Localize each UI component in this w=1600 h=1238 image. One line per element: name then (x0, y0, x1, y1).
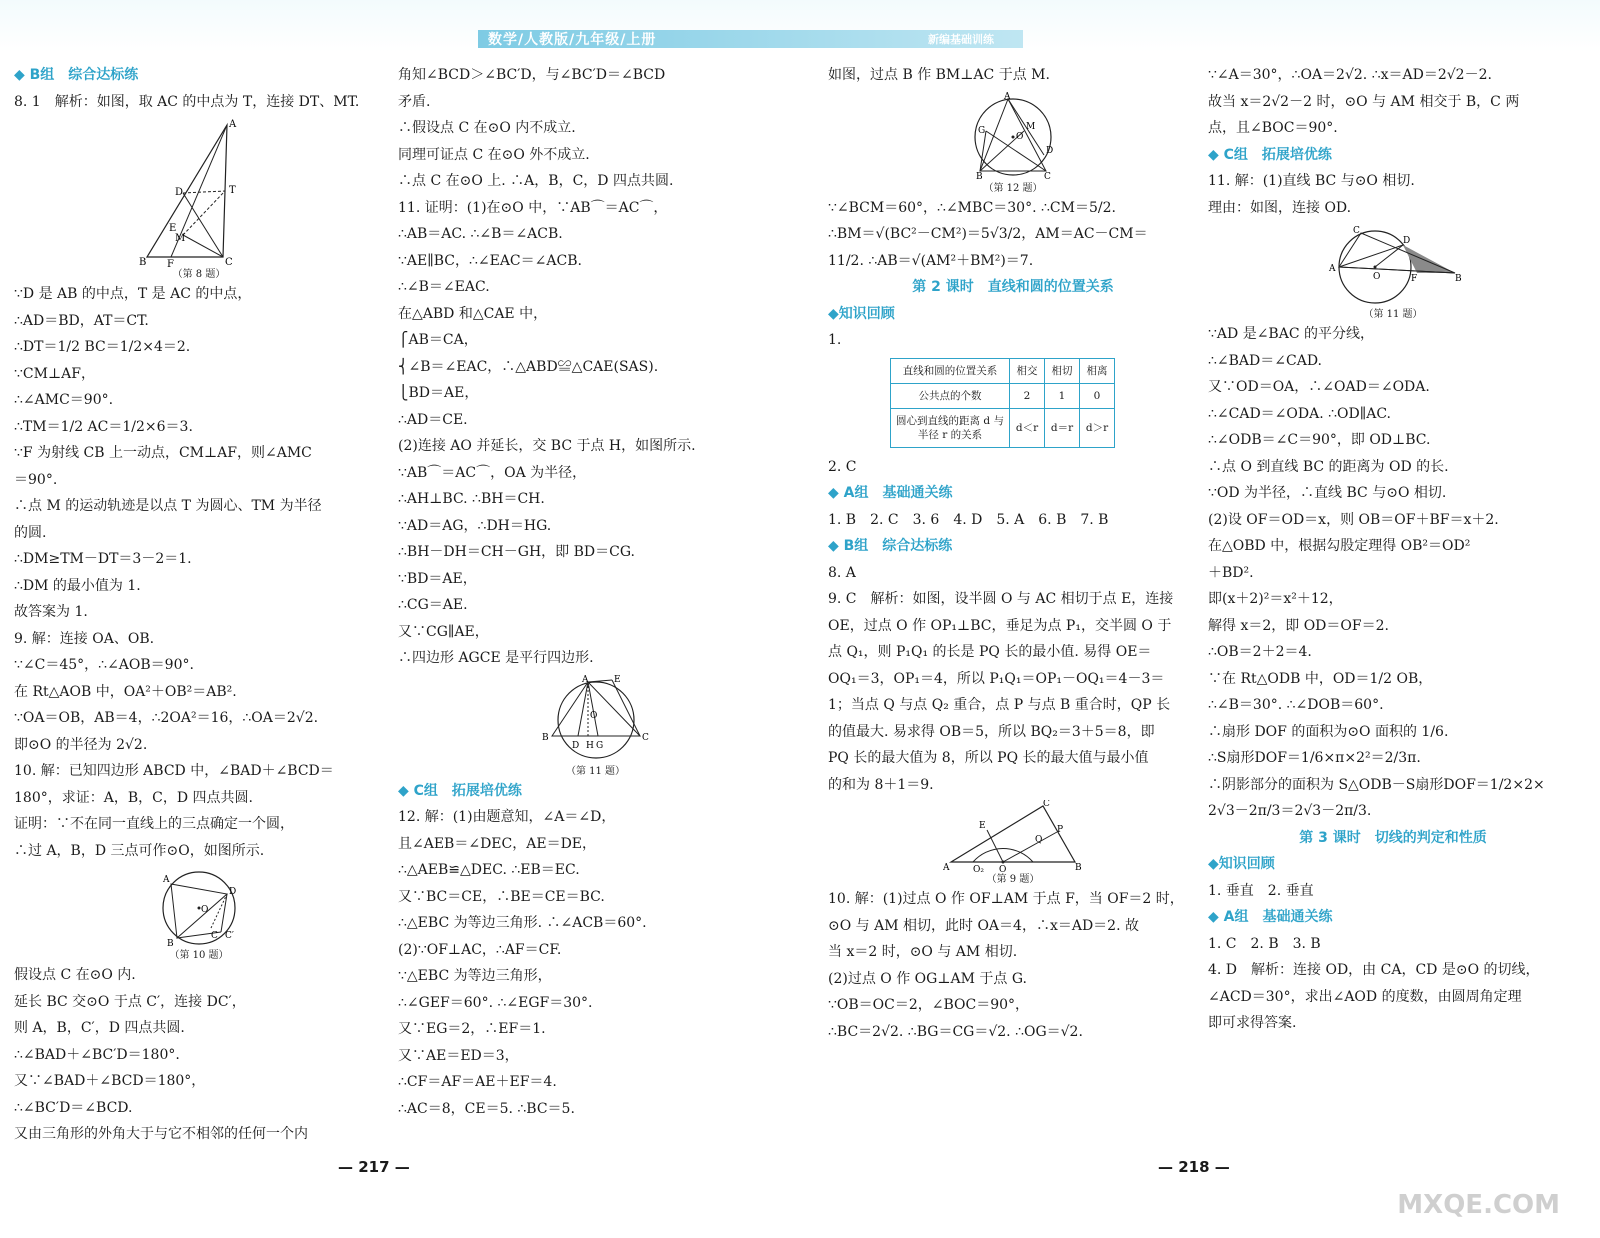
text-line: 则 A，B，C′，D 四点共圆. (14, 1020, 185, 1036)
text-line: ∴DT＝1/2 BC＝1/2×4＝2. (14, 339, 191, 355)
text-line: ∴∠ODB＝∠C＝90°，即 OD⊥BC. (1208, 432, 1431, 448)
figure-f11-mark: B (541, 732, 549, 743)
text-line: ∵∠A＝30°，∴OA＝2√2. ∴x＝AD＝2√2－2. (1208, 67, 1492, 83)
text-line: 1. C 2. B 3. B (1208, 935, 1321, 952)
figure-f12-mark (980, 99, 1046, 171)
text-line: ∴∠BC′D＝∠BCD. (14, 1099, 133, 1116)
figure-f11-mark: E (613, 674, 621, 685)
text-line: 10. 解：(1)过点 O 作 OF⊥AM 于点 F，当 OF＝2 时， (828, 891, 1184, 907)
figure-f11-mark: A (581, 674, 588, 685)
figure-f11b-mark: O (1373, 272, 1381, 282)
lesson-title: 第 3 课时 切线的判定和性质 (1299, 829, 1487, 846)
text-line: ∴∠AMC＝90°. (14, 392, 114, 408)
text-line: 又∵CG∥AE， (398, 623, 489, 640)
text-line: ∴AH⊥BC. ∴BH＝CH. (398, 491, 545, 507)
section-heading: ◆ C组 拓展培优练 (1208, 146, 1332, 163)
figure-f12-mark: A (1004, 91, 1011, 102)
table-cell: d＝r (1045, 408, 1080, 447)
figure-f8-mark: T (229, 185, 236, 196)
text-line: 又∵OD＝OA，∴∠OAD＝∠ODA. (1208, 379, 1430, 395)
text-line: ∵∠BCM＝60°，∴∠MBC＝30°. ∴CM＝5/2. (828, 199, 1116, 216)
figure-f11b (1323, 223, 1463, 307)
text-line: 角知∠BCD＞∠BC′D，与∠BC′D＝∠BCD (398, 67, 666, 83)
figure-f11-mark (588, 682, 598, 736)
figure-f8-mark (183, 191, 225, 193)
figure-f11b-mark: A (1329, 264, 1336, 274)
text-line: ∴CF＝AF＝AE＋EF＝4. (398, 1074, 557, 1090)
text-line: ∴AC＝8，CE＝5. ∴BC＝5. (398, 1100, 575, 1117)
figure-f11b-mark: F (1411, 274, 1418, 284)
text-line: 9. 解：连接 OA、OB. (14, 630, 155, 647)
text-line: ∴AB＝AC. ∴∠B＝∠ACB. (398, 226, 563, 242)
text-line: ∵在 Rt△ODB 中，OD＝1/2 OB， (1208, 670, 1433, 687)
text-line: 即⊙O 的半径为 2√2. (14, 736, 148, 753)
text-line: ∴点 C 在⊙O 上. ∴A，B，C，D 四点共圆. (398, 173, 674, 189)
text-line: 8. 1 解析：如图，取 AC 的中点为 T，连接 DT、MT. (14, 93, 360, 110)
figure-f11b-mark: B (1455, 274, 1462, 284)
text-line: 1. B 2. C 3. 6 4. D 5. A 6. B 7. B (828, 511, 1109, 528)
text-line: 假设点 C 在⊙O 内. (14, 967, 136, 983)
figure-f10-mark: A (163, 875, 170, 885)
figure-caption: （第 9 题） (986, 874, 1040, 885)
table-cell: 2 (1010, 383, 1045, 408)
figure-f10-mark: O (201, 905, 209, 915)
column-2 (398, 62, 793, 1122)
text-line: (2)∵OF⊥AC，∴AF＝CF. (398, 941, 562, 958)
text-line: ∴∠CAD＝∠ODA. ∴OD∥AC. (1208, 405, 1391, 422)
text-line: ∴扇形 DOF 的面积为⊙O 面积的 1/6. (1208, 723, 1449, 740)
text-line: ∵OD 为半径，∴直线 BC 与⊙O 相切. (1208, 485, 1447, 501)
figure-f8-mark: M (175, 233, 186, 244)
text-line: 即可求得答案. (1208, 1015, 1297, 1031)
figure-f8-mark: F (167, 259, 174, 267)
figure-f12-mark: G (978, 125, 986, 136)
text-line: ∵OB＝OC＝2，∠BOC＝90°， (828, 997, 1030, 1013)
text-line: OQ₁＝3，OP₁＝4，所以 P₁Q₁＝OP₁－OQ₁＝4－3＝ (828, 670, 1165, 687)
table-row (891, 383, 1115, 408)
figure-f9-mark: E (979, 821, 986, 831)
text-line: 10. 解：已知四边形 ABCD 中，∠BAD＋∠BCD＝ (14, 763, 334, 779)
text-line: ∴点 M 的运动轨迹是以点 T 为圆心、TM 为半径 (14, 498, 322, 514)
text-line: ∴AD＝CE. (398, 411, 468, 428)
text-line: 点 Q₁，则 P₁Q₁ 的长是 PQ 长的最小值. 易得 OE＝ (828, 644, 1152, 660)
text-line: ＝90°. (14, 471, 58, 488)
section-heading: ◆ B组 综合达标练 (828, 538, 953, 554)
figure-f11b-mark (1374, 266, 1377, 269)
figure-f12-mark: O (1016, 131, 1024, 142)
figure-f9-mark: Q₂ (973, 865, 984, 872)
text-line: 1. 垂直 2. 垂直 (1208, 882, 1314, 899)
text-line: 11. 证明：(1)在⊙O 中，∵AB⌒＝AC⌒， (398, 199, 668, 216)
section-heading: ◆ A组 基础通关练 (828, 485, 953, 501)
text-line: ∴∠GEF＝60°. ∴∠EGF＝30°. (398, 994, 593, 1011)
text-line: 在△OBD 中，根据勾股定理得 OB²＝OD² (1208, 538, 1471, 554)
text-line: OE，过点 O 作 OP₁⊥BC，垂足为点 P₁，交半圆 O 于 (828, 617, 1172, 634)
text-line: ∵F 为射线 CB 上一动点，CM⊥AF，则∠AMC (14, 445, 312, 461)
text-line: ∴CG＝AE. (398, 597, 468, 613)
figure-f12-mark: B (976, 171, 983, 181)
figure-f10 (149, 866, 249, 948)
text-line: 4. D 解析：连接 OD，由 CA，CD 是⊙O 的切线， (1208, 962, 1540, 978)
figure-f9-mark: P (1057, 825, 1064, 835)
figure-f12-mark (980, 131, 986, 171)
text-line: ∴∠BAD＝∠CAD. (1208, 352, 1322, 369)
figure-f10-mark: C (211, 931, 218, 941)
figure-f8-mark: B (139, 257, 147, 267)
figure-f11-mark: D (571, 740, 579, 751)
text-line: ∴BH－DH＝CH－GH，即 BD＝CG. (398, 544, 635, 560)
text-line: 的圆. (14, 524, 47, 541)
text-line: 12. 解：(1)由题意知，∠A＝∠D， (398, 809, 616, 825)
text-line: 证明：∵不在同一直线上的三点确定一个圆， (14, 816, 294, 832)
text-line: ∵AD 是∠BAC 的平分线， (1208, 326, 1374, 342)
table-cell: d＞r (1080, 408, 1115, 447)
text-line: 180°，求证：A，B，C，D 四点共圆. (14, 789, 253, 806)
figure-f11b-mark (1375, 245, 1403, 267)
text-line: ∴∠B＝30°. ∴∠DOB＝60°. (1208, 697, 1384, 713)
text-line: ∵CM⊥AF， (14, 365, 95, 382)
text-line: 8. A (828, 564, 856, 581)
watermark: MXQE.COM (1397, 1190, 1560, 1220)
text-line: 9. C 解析：如图，设半圆 O 与 AC 相切于点 E，连接 (828, 591, 1174, 607)
text-line: 的值最大. 易求得 OB＝5，所以 BQ₂＝3＋5＝8，即 (828, 723, 1155, 740)
figure-f11-mark: O (589, 710, 597, 721)
figure-f8-mark (183, 235, 223, 257)
table-cell: 0 (1080, 383, 1115, 408)
text-line: (2)连接 AO 并延长，交 BC 于点 H，如图所示. (398, 438, 696, 454)
figure-f11b-mark: C (1353, 226, 1360, 236)
text-line: 当 x＝2 时，⊙O 与 AM 相切. (828, 944, 1018, 960)
text-line: 在 Rt△AOB 中，OA²＋OB²＝AB². (14, 683, 237, 700)
text-line: (2)设 OF＝OD＝x，则 OB＝OF＋BF＝x＋2. (1208, 511, 1499, 528)
text-line: 的和为 8＋1＝9. (828, 776, 934, 793)
text-line: ∵AB⌒＝AC⌒，OA 为半径， (398, 464, 587, 481)
figure-f10-mark: D (229, 887, 237, 897)
page-header (0, 0, 1600, 52)
text-line: 又∵BC＝CE，∴BE＝CE＝BC. (398, 888, 605, 905)
text-line: ∠ACD＝30°，求出∠AOD 的度数，由圆周角定理 (1208, 988, 1522, 1005)
figure-f9-mark (1002, 861, 1005, 864)
figure-f9-mark: C (1043, 800, 1050, 809)
text-line: 解得 x＝2，即 OD＝OF＝2. (1208, 617, 1389, 634)
text-line: 2. C (828, 458, 857, 475)
text-line: ⎩BD＝AE， (398, 385, 479, 401)
figure-f12-mark: D (1046, 145, 1054, 156)
text-line: 2√3－2π/3＝2√3－2π/3. (1208, 803, 1372, 819)
text-line: ∴点 O 到直线 BC 的距离为 OD 的长. (1208, 458, 1449, 475)
figure-f12-mark: C (1044, 171, 1051, 181)
text-line: ∵OA＝OB，AB＝4，∴2OA²＝16，∴OA＝2√2. (14, 710, 319, 726)
text-line: ∴OB＝2＋2＝4. (1208, 644, 1312, 660)
text-line: 11/2. ∴AB＝√(AM²＋BM²)＝7. (828, 252, 1034, 269)
column-4 (1208, 62, 1578, 1037)
text-line: 理由：如图，连接 OD. (1208, 199, 1352, 216)
table-cell: 1 (1045, 383, 1080, 408)
figure-f9 (943, 800, 1083, 872)
text-line: 11. 解：(1)直线 BC 与⊙O 相切. (1208, 173, 1415, 189)
text-line: ∴DM≥TM－DT＝3－2＝1. (14, 551, 192, 567)
text-line: 故答案为 1. (14, 604, 88, 620)
column-1 (14, 62, 384, 1148)
figure-f12-mark (1012, 135, 1015, 138)
text-line: ∴AD＝BD，AT＝CT. (14, 312, 149, 329)
text-line: PQ 长的最大值为 8，所以 PQ 长的最大值与最小值 (828, 750, 1149, 766)
text-line: ∵BD＝AE， (398, 570, 477, 587)
figure-f10-mark: B (167, 939, 174, 948)
column-3 (828, 62, 1198, 1045)
figure-f12-mark: M (1026, 121, 1036, 132)
figure-f8-mark: D (175, 187, 184, 198)
section-heading: ◆ B组 综合达标练 (14, 67, 139, 83)
table-row (891, 358, 1115, 383)
text-line: ∵AE∥BC，∴∠EAC＝∠ACB. (398, 252, 582, 269)
figure-f11-mark: H (585, 740, 594, 751)
figure-caption: （第 8 题） (172, 269, 226, 280)
text-line: ∴S扇形DOF＝1/6×π×2²＝2/3π. (1208, 750, 1421, 766)
text-line: ∴△EBC 为等边三角形. ∴∠ACB＝60°. (398, 915, 647, 931)
text-line: ∴BM＝√(BC²－CM²)＝5√3/2，AM＝AC－CM＝ (828, 226, 1148, 242)
text-line: 点，且∠BOC＝90°. (1208, 120, 1338, 136)
figure-f8-mark: E (169, 223, 177, 234)
text-line: 又∵EG＝2，∴EF＝1. (398, 1021, 546, 1037)
page-number-right: — 218 — (1158, 1158, 1230, 1176)
figure-f9-mark: A (943, 863, 950, 872)
text-line: ⊙O 与 AM 相切，此时 OA＝4，∴x＝AD＝2. 故 (828, 917, 1139, 934)
figure-f8-mark (183, 193, 223, 257)
text-line: ＋BD². (1208, 564, 1254, 581)
text-line: ∵∠C＝45°，∴∠AOB＝90°. (14, 657, 194, 673)
figure-f12 (958, 91, 1068, 181)
text-line: ∴∠BAD＋∠BC′D＝180°. (14, 1046, 180, 1063)
text-line: ∴∠B＝∠EAC. (398, 279, 490, 295)
text-line: 如图，过点 B 作 BM⊥AC 于点 M. (828, 67, 1050, 83)
figure-f11-mark: G (595, 740, 603, 751)
text-line: 又∵∠BAD＋∠BCD＝180°， (14, 1073, 206, 1089)
figure-f8 (139, 117, 259, 267)
text-line: 又由三角形的外角大于与它不相邻的任何一个内 (14, 1126, 308, 1142)
figure-f9-mark (1003, 832, 1057, 862)
text-line: 1. (828, 332, 842, 348)
position-relation-table (890, 358, 1115, 448)
text-line: 故当 x＝2√2－2 时，⊙O 与 AM 相交于 B，C 两 (1208, 93, 1520, 110)
figure-f11-mark (612, 680, 640, 736)
text-line: ∵D 是 AB 的中点，T 是 AC 的中点， (14, 286, 252, 302)
figure-caption: （第 11 题） (1363, 309, 1423, 320)
figure-f9-mark: Q (1035, 835, 1043, 845)
text-line: 且∠AEB＝∠DEC，AE＝DE， (398, 835, 597, 852)
header-subtitle: 新编基础训练 (928, 33, 994, 46)
text-line: ∵△EBC 为等边三角形， (398, 968, 552, 984)
table-cell: 相交 (1010, 358, 1045, 383)
table-cell: 直线和圆的位置关系 (891, 358, 1010, 383)
figure-caption: （第 12 题） (983, 182, 1043, 194)
figure-f8-mark: C (225, 257, 233, 267)
text-line: ⎧AB＝CA， (398, 332, 478, 348)
table-cell: d＜r (1010, 408, 1045, 447)
text-line: ∴假设点 C 在⊙O 内不成立. (398, 120, 576, 136)
table-cell: 相切 (1045, 358, 1080, 383)
table-cell: 相离 (1080, 358, 1115, 383)
text-line: 又∵AE＝ED＝3， (398, 1047, 519, 1064)
text-line: ∵AD＝AG，∴DH＝HG. (398, 517, 552, 534)
text-line: 同理可证点 C 在⊙O 外不成立. (398, 146, 590, 163)
text-line: (2)过点 O 作 OG⊥AM 于点 G. (828, 970, 1027, 987)
table-cell: 圆心到直线的距离 d 与半径 r 的关系 (891, 408, 1010, 447)
text-line: ∴TM＝1/2 AC＝1/2×6＝3. (14, 418, 193, 435)
header-title: 数学/人教版/九年级/上册 (488, 32, 657, 48)
figure-f11b-mark: D (1403, 236, 1411, 246)
table-row (891, 408, 1115, 447)
text-line: ∴△AEB≌△DEC. ∴EB＝EC. (398, 862, 580, 878)
figure-f9-mark: B (1075, 863, 1082, 872)
figure-f10-mark: C′ (225, 931, 234, 941)
text-line: 1；当点 Q 与点 Q₂ 重合，点 P 与点 B 重合时，QP 长 (828, 697, 1171, 713)
section-heading: ◆ C组 拓展培优练 (398, 782, 522, 799)
figure-f10-mark (221, 894, 227, 932)
text-line: ⎨∠B＝∠EAC，∴△ABD≌△CAE(SAS). (398, 358, 659, 375)
text-line: ∴阴影部分的面积为 S△ODB－S扇形DOF＝1/2×2× (1208, 776, 1545, 793)
figure-f11b-mark (1339, 245, 1403, 267)
figure-f9-mark: O (999, 865, 1007, 872)
section-heading: ◆ A组 基础通关练 (1208, 909, 1333, 925)
table-cell: 公共点的个数 (891, 383, 1010, 408)
figure-f11-mark: C (641, 732, 649, 743)
figure-f10-mark (171, 884, 227, 938)
figure-f8-mark: A (229, 119, 237, 130)
text-line: ∴DM 的最小值为 1. (14, 577, 141, 594)
page-number-left: — 217 — (338, 1158, 410, 1176)
text-line: 矛盾. (398, 93, 431, 110)
section-heading: ◆知识回顾 (1208, 856, 1275, 872)
lesson-title: 第 2 课时 直线和圆的位置关系 (912, 279, 1114, 295)
text-line: ∴四边形 AGCE 是平行四边形. (398, 650, 594, 666)
figure-f11 (536, 674, 656, 764)
figure-caption: （第 11 题） (565, 765, 626, 777)
section-heading: ◆知识回顾 (828, 305, 895, 322)
text-line: 即(x＋2)²＝x²＋12， (1208, 591, 1343, 607)
text-line: ∴过 A，B，D 三点可作⊙O，如图所示. (14, 842, 265, 859)
text-line: 延长 BC 交⊙O 于点 C′，连接 DC′， (14, 993, 246, 1010)
figure-caption: （第 10 题） (169, 950, 229, 961)
text-line: 在△ABD 和△CAE 中， (398, 305, 548, 322)
text-line: ∴BC＝2√2. ∴BG＝CG＝√2. ∴OG＝√2. (828, 1023, 1083, 1040)
